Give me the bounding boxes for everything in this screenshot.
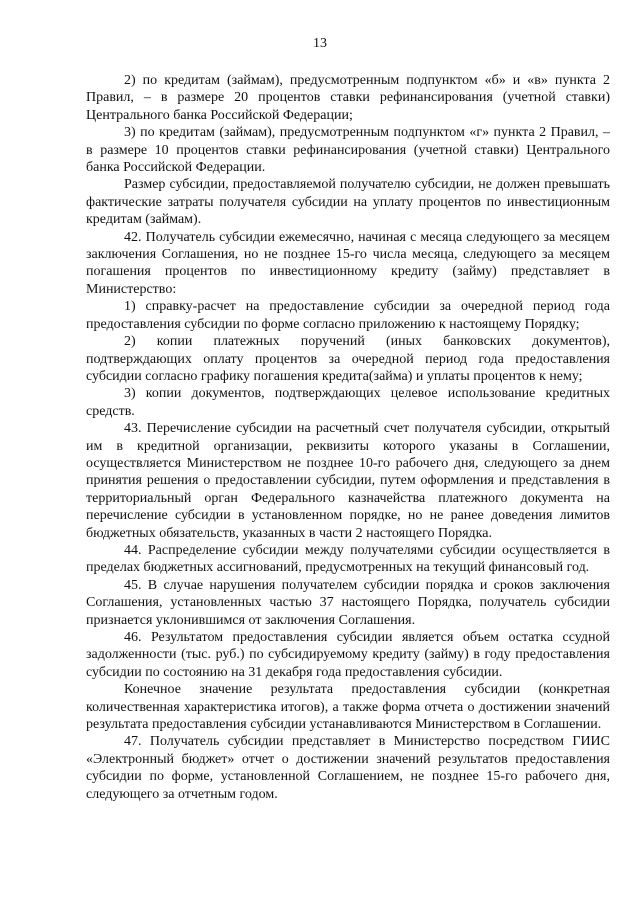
paragraph-42: 42. Получатель субсидии ежемесячно, начиная с месяца следующего за месяцем заключения Соглашения, но не позднее 15-го числа месяца, следующего за месяцем погашения процентов по инвестиционному кредиту (займу) представляет в Министерство: — [86, 229, 610, 297]
paragraph-43: 43. Перечисление субсидии на расчетный счет получателя субсидии, открытый им в кредитной организации, реквизиты которого указаны в Соглашении, осуществляется Министерством не позднее 10-го рабочего дня, следующего за днем принятия решения о предоставлении субсидии, путем оформления и представления в территориальный орган Федерального казначейства платежного документа на перечисление субсидии в установленном порядке, но не ранее доведения лимитов бюджетных обязательств, указанных в части 2 настоящего Порядка. — [86, 421, 610, 541]
paragraph-46: 46. Результатом предоставления субсидии является объем остатка ссудной задолженности (тыс. руб.) по субсидируемому кредиту (займу) в году предоставления субсидии по состоянию на 31 декабря года предоставления субсидии. — [86, 630, 610, 680]
paragraph-42-item-2: 2) копии платежных поручений (иных банковских документов), подтверждающих оплату процентов за очередной период года предоставления субсидии согласно графику погашения кредита(займа) и уплаты процентов к нему; — [86, 334, 610, 384]
paragraph-subsidy-rate-20: 2) по кредитам (займам), предусмотренным подпунктом «б» и «в» пункта 2 Правил, – в размере 20 процентов ставки рефинансирования (учетной ставки) Центрального банка Российской Федерации; — [86, 73, 610, 123]
paragraph-46-result-value: Конечное значение результата предоставления субсидии (конкретная количественная характеристика итогов), а также форма отчета о достижении значений результата предоставления субсидии устанавливаются Министерством в Соглашении. — [86, 682, 610, 733]
paragraph-42-item-1: 1) справку-расчет на предоставление субсидии за очередной период года предоставления субсидии по форме согласно приложению к настоящему Порядку; — [86, 299, 610, 332]
document-body — [86, 72, 610, 803]
paragraph-subsidy-limit: Размер субсидии, предоставляемой получателю субсидии, не должен превышать фактические затраты получателя субсидии на уплату процентов по инвестиционным кредитам (займам). — [86, 177, 610, 228]
paragraph-47: 47. Получатель субсидии представляет в Министерство посредством ГИИС «Электронный бюджет» отчет о достижении значений результатов предоставления субсидии по форме, установленной Соглашением, не позднее 15-го рабочего дня, следующего за отчетным годом. — [86, 734, 610, 802]
page-number: 13 — [313, 36, 327, 51]
paragraph-45: 45. В случае нарушения получателем субсидии порядка и сроков заключения Соглашения, установленных частью 37 настоящего Порядка, получатель субсидии признается уклонившимся от заключения Соглашения. — [86, 577, 610, 628]
paragraph-44: 44. Распределение субсидии между получателями субсидии осуществляется в пределах бюджетных ассигнований, предусмотренных на текущий финансовый год. — [86, 542, 610, 576]
paragraph-42-item-3: 3) копии документов, подтверждающих целевое использование кредитных средств. — [86, 386, 610, 419]
paragraph-subsidy-rate-10: 3) по кредитам (займам), предусмотренным подпунктом «г» пункта 2 Правил, – в размере 10 процентов ставки рефинансирования (учетной ставки) Центрального банка Российской Федерации. — [86, 125, 610, 176]
